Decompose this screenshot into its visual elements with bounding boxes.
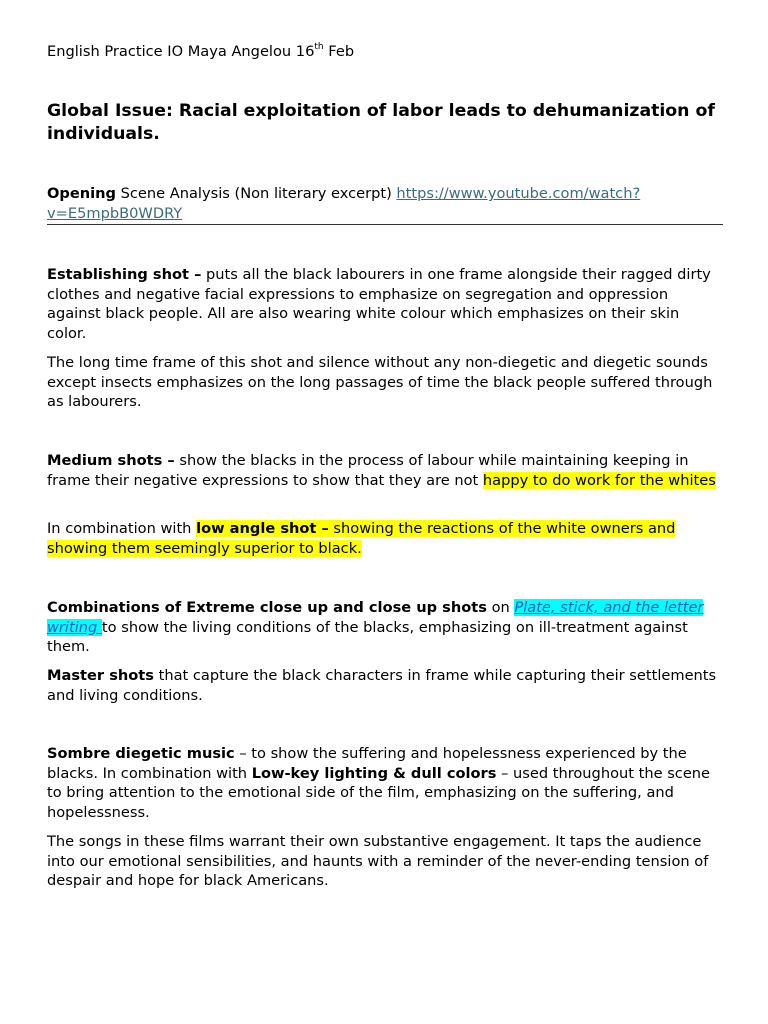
songs-paragraph: The songs in these films warrant their own substantive engagement. It taps the audience into our emotional sensibilities, and haunts with a reminder of the never-ending tension of despair and hope for black Americans. [47,833,709,890]
lighting-text: – used throughout the scene to bring attention to the emotional side of the film, emphasizing on the suffering, and hopelessness. [47,764,711,821]
medium-shots-paragraph [47,451,723,490]
combinations-paragraph [47,598,723,657]
combinations-label: Combinations of Extreme close up and close up shots [47,599,487,616]
establishing-label: Establishing shot – [47,266,202,283]
sombre-text: – to show the suffering and hopelessness experienced by the blacks. In combination with [47,745,687,782]
lighting-label: Low-key lighting & dull colors [251,764,497,782]
low-angle-label: low angle shot – [196,520,329,537]
master-shots-text: that capture the black characters in frame while capturing their settlements and living conditions. [47,667,717,704]
sombre-paragraph [47,744,723,822]
combinations-highlight: Plate, stick, and the letter writing [47,599,704,636]
header-text: English Practice IO Maya Angelou 16 [47,43,315,60]
low-angle-prefix: In combination with [47,520,197,537]
youtube-link[interactable]: https://www.youtube.com/watch?v=E5mpbB0WDRY [47,185,641,222]
medium-shots-highlight: happy to do work for the whites [482,471,716,489]
establishing-paragraph [47,265,723,343]
establishing-paragraph-2: The long time frame of this shot and silence without any non-diegetic and diegetic sounds except insects emphasizes on the long passages of time the black people suffered through as labourers. [47,354,713,411]
document-title: Global Issue: Racial exploitation of labor leads to dehumanization of individuals. [47,101,715,144]
combinations-on: on [486,599,515,616]
master-shots-label: Master shots [47,667,154,684]
header-date-suffix: Feb [323,43,355,60]
master-shots-paragraph [47,666,723,705]
medium-shots-text: show the blacks in the process of labour while maintaining keeping in frame their negative expressions to show that they are not [47,452,689,489]
opening-paragraph [47,184,723,225]
establishing-text: puts all the black labourers in one frame alongside their ragged dirty clothes and negative facial expressions to emphasize on segregation and oppression against black people. All are also wearing white colour which emphasizes on their skin color. [47,266,711,342]
opening-label: Opening [47,185,116,202]
document-header [47,42,723,62]
header-superscript: th [314,42,324,53]
combinations-text: to show the living conditions of the blacks, emphasizing on ill-treatment against them. [47,618,688,656]
medium-shots-label: Medium shots – [47,452,175,469]
low-angle-text: showing the reactions of the white owners and showing them seemingly superior to black. [47,520,676,557]
opening-text: Scene Analysis (Non literary excerpt) [115,185,397,202]
low-angle-paragraph [47,519,723,558]
sombre-label: Sombre diegetic music [47,745,235,762]
